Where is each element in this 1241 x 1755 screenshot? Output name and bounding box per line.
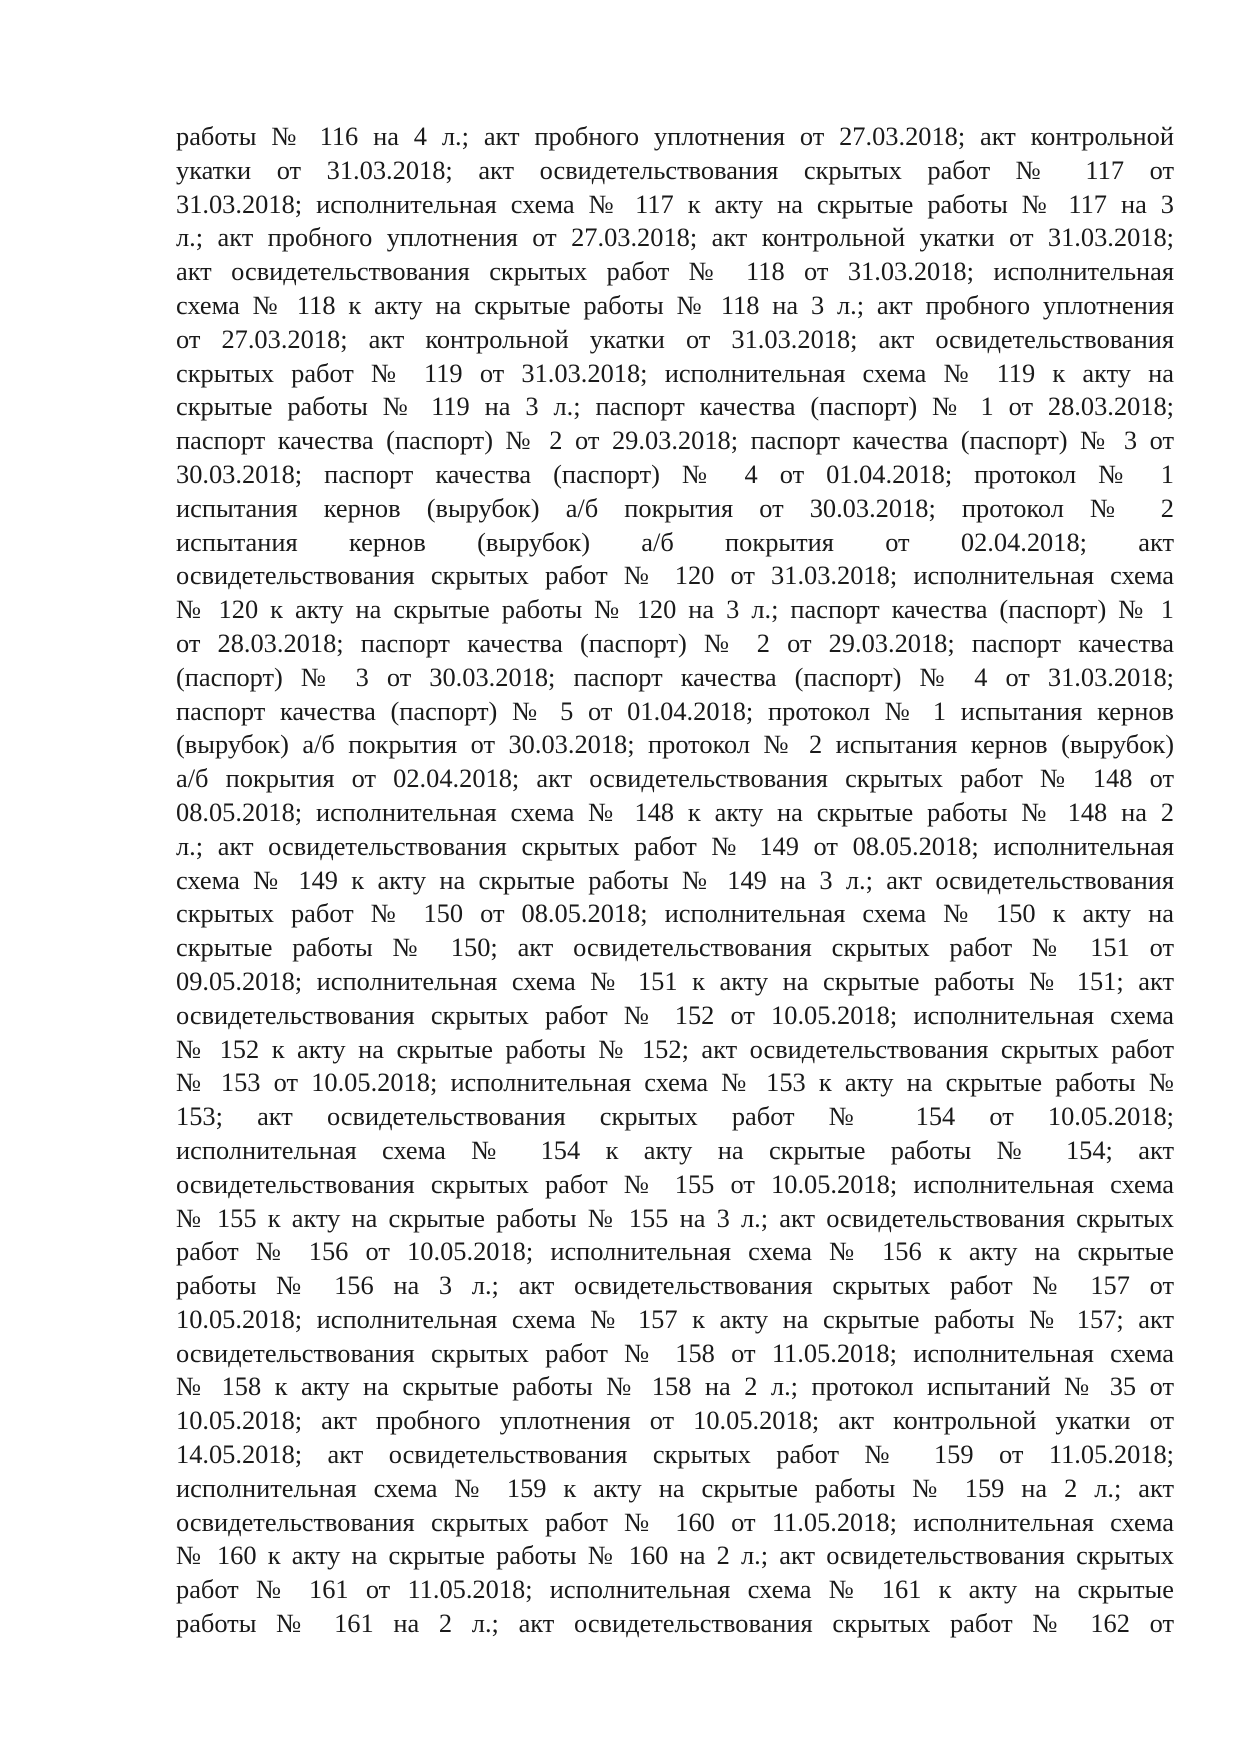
text-line: 30.03.2018; паспорт качества (паспорт) № 4 от 01.04.2018; протокол № 1 [176, 458, 1174, 489]
text-line: л.; акт пробного уплотнения от 27.03.2018; акт контрольной укатки от 31.03.2018; [176, 222, 1174, 253]
text-line: работы № 116 на 4 л.; акт пробного уплотнения от 27.03.2018; акт контрольной [176, 121, 1174, 151]
text-line: скрытых работ № 150 от 08.05.2018; исполнительная схема № 150 к акту на [176, 898, 1174, 929]
text-line: паспорт качества (паспорт) № 2 от 29.03.2018; паспорт качества (паспорт) № 3 от [176, 425, 1174, 456]
text-line: испытания кернов (вырубок) а/б покрытия от 02.04.2018; акт [176, 526, 1174, 557]
text-line: 10.05.2018; исполнительная схема № 157 к акту на скрытые работы № 157; акт [176, 1303, 1174, 1334]
text-line: исполнительная схема № 159 к акту на скрытые работы № 159 на 2 л.; акт [176, 1472, 1174, 1503]
text-line: работы № 156 на 3 л.; акт освидетельствования скрытых работ № 157 от [176, 1270, 1174, 1301]
text-line: № 155 к акту на скрытые работы № 155 на 3 л.; акт освидетельствования скрытых [176, 1202, 1174, 1233]
text-line: 14.05.2018; акт освидетельствования скрытых работ № 159 от 11.05.2018; [176, 1439, 1174, 1470]
text-line: скрытые работы № 119 на 3 л.; паспорт качества (паспорт) № 1 от 28.03.2018; [176, 391, 1174, 422]
text-line: схема № 149 к акту на скрытые работы № 149 на 3 л.; акт освидетельствования [176, 864, 1174, 895]
text-line: № 160 к акту на скрытые работы № 160 на 2 л.; акт освидетельствования скрытых [176, 1540, 1174, 1571]
text-line: № 120 к акту на скрытые работы № 120 на 3 л.; паспорт качества (паспорт) № 1 [176, 594, 1174, 625]
text-line: освидетельствования скрытых работ № 158 от 11.05.2018; исполнительная схема [176, 1337, 1174, 1368]
text-line: 153; акт освидетельствования скрытых работ № 154 от 10.05.2018; [176, 1101, 1174, 1132]
text-line: от 28.03.2018; паспорт качества (паспорт) № 2 от 29.03.2018; паспорт качества [176, 627, 1174, 658]
text-line: испытания кернов (вырубок) а/б покрытия от 30.03.2018; протокол № 2 [176, 492, 1174, 523]
text-line: № 158 к акту на скрытые работы № 158 на 2 л.; протокол испытаний № 35 от [176, 1371, 1174, 1402]
text-line: скрытых работ № 119 от 31.03.2018; исполнительная схема № 119 к акту на [176, 357, 1174, 388]
text-line: 10.05.2018; акт пробного уплотнения от 10.05.2018; акт контрольной укатки от [176, 1405, 1174, 1436]
text-line: освидетельствования скрытых работ № 155 от 10.05.2018; исполнительная схема [176, 1168, 1174, 1199]
text-line: освидетельствования скрытых работ № 120 от 31.03.2018; исполнительная схема [176, 560, 1174, 591]
text-line: работ № 161 от 11.05.2018; исполнительная схема № 161 к акту на скрытые [176, 1574, 1174, 1605]
text-line: л.; акт освидетельствования скрытых работ № 149 от 08.05.2018; исполнительная [176, 830, 1174, 861]
text-line: скрытые работы № 150; акт освидетельствования скрытых работ № 151 от [176, 932, 1174, 963]
text-line: 08.05.2018; исполнительная схема № 148 к акту на скрытые работы № 148 на 2 [176, 796, 1174, 827]
text-line: от 27.03.2018; акт контрольной укатки от 31.03.2018; акт освидетельствования [176, 323, 1174, 354]
text-line: схема № 118 к акту на скрытые работы № 118 на 3 л.; акт пробного уплотнения [176, 289, 1174, 320]
text-line: укатки от 31.03.2018; акт освидетельствования скрытых работ № 117 от [176, 154, 1174, 185]
text-line: (вырубок) а/б покрытия от 30.03.2018; протокол № 2 испытания кернов (вырубок) [176, 729, 1174, 760]
text-line: (паспорт) № 3 от 30.03.2018; паспорт качества (паспорт) № 4 от 31.03.2018; [176, 661, 1174, 692]
text-line: 09.05.2018; исполнительная схема № 151 к акту на скрытые работы № 151; акт [176, 965, 1174, 996]
text-line: № 152 к акту на скрытые работы № 152; акт освидетельствования скрытых работ [176, 1033, 1174, 1064]
text-line: освидетельствования скрытых работ № 152 от 10.05.2018; исполнительная схема [176, 999, 1174, 1030]
text-line: освидетельствования скрытых работ № 160 от 11.05.2018; исполнительная схема [176, 1506, 1174, 1537]
text-line: а/б покрытия от 02.04.2018; акт освидетельствования скрытых работ № 148 от [176, 763, 1174, 794]
text-line: работ № 156 от 10.05.2018; исполнительная схема № 156 к акту на скрытые [176, 1236, 1174, 1267]
text-line: исполнительная схема № 154 к акту на скрытые работы № 154; акт [176, 1134, 1174, 1165]
text-line: 31.03.2018; исполнительная схема № 117 к акту на скрытые работы № 117 на 3 [176, 188, 1174, 219]
text-line: № 153 от 10.05.2018; исполнительная схема № 153 к акту на скрытые работы № [176, 1067, 1174, 1098]
text-line: паспорт качества (паспорт) № 5 от 01.04.2018; протокол № 1 испытания кернов [176, 695, 1174, 726]
text-line: акт освидетельствования скрытых работ № 118 от 31.03.2018; исполнительная [176, 256, 1174, 287]
document-body-text [176, 120, 1174, 1641]
text-line: работы № 161 на 2 л.; акт освидетельствования скрытых работ № 162 от [176, 1608, 1174, 1639]
